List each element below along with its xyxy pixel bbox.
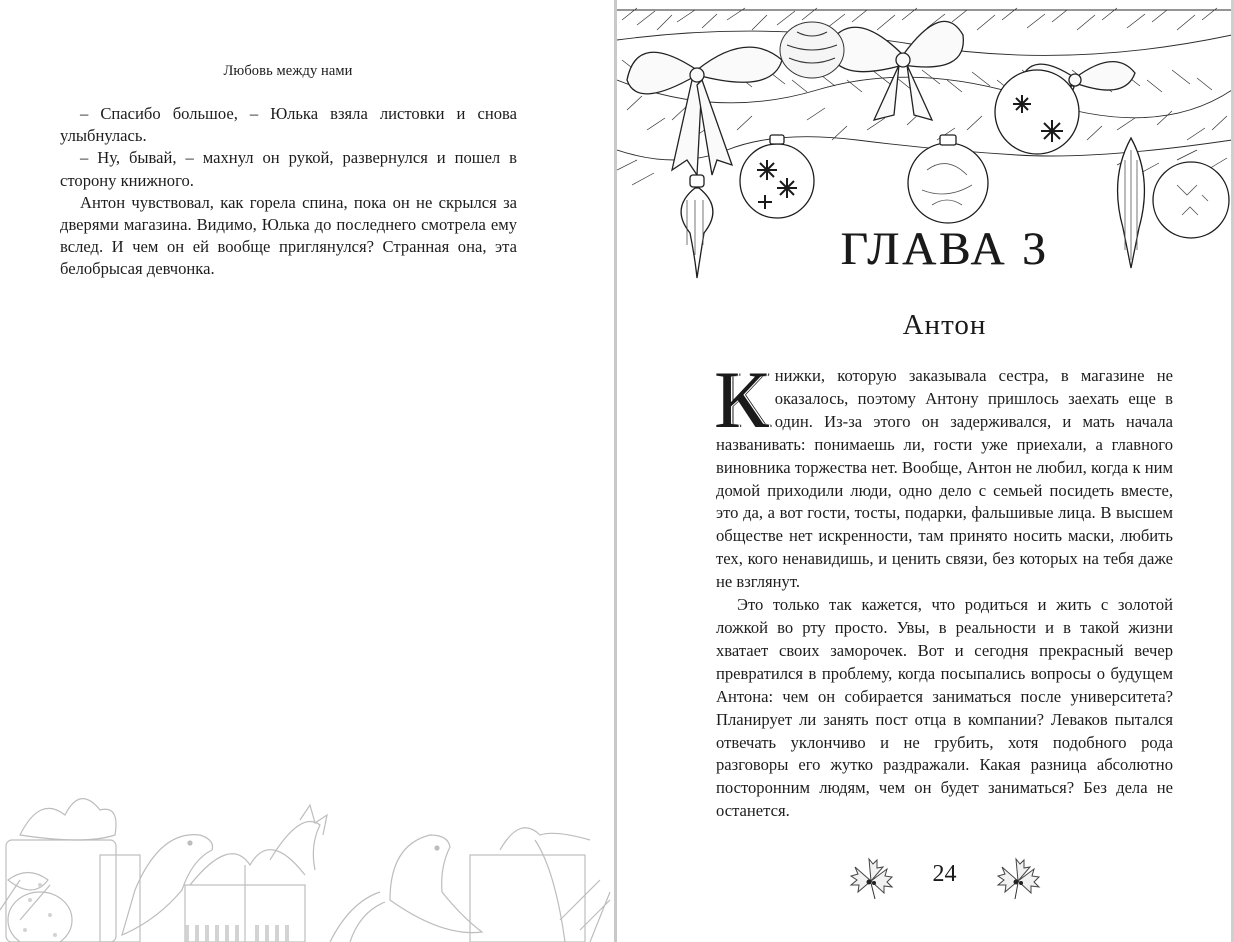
christmas-gifts-birds-illustration bbox=[0, 780, 614, 942]
left-page-body bbox=[60, 103, 517, 281]
paragraph: Это только так кажется, что родиться и жить с золотой ложкой во рту просто. Увы, в реальности и в такой жизни хватает своих заморочек. Вот и сегодня прекрасный вечер превратился в проблему, когда посыпались вопросы о будущем Антона: чем он собирается заниматься после университета? Планирует ли занять пост отца в компании? Леваков пытался отвечать уклончиво и не грубить, хотя подобного рода разговоры его жутко раздражали. Какая разница абсолютно посторонним людям, чем он будет заниматься? Без дела не останется. bbox=[716, 595, 1173, 821]
page-number-row bbox=[847, 855, 1042, 901]
right-page bbox=[617, 0, 1232, 942]
chapter-title: ГЛАВА 3 bbox=[840, 223, 1049, 275]
chapter-subtitle: Антон bbox=[902, 309, 987, 341]
left-page bbox=[0, 0, 614, 942]
paragraph bbox=[714, 354, 1173, 594]
running-head: Любовь между нами bbox=[223, 63, 353, 79]
paragraph: – Спасибо большое, – Юлька взяла листовки и снова улыбнулась. bbox=[60, 104, 517, 146]
drop-cap: К bbox=[714, 354, 769, 445]
paragraph: – Ну, бывай, – махнул он рукой, развернулся и пошел в сторону книжного. bbox=[60, 148, 517, 190]
page-number: 24 bbox=[932, 861, 957, 887]
holly-leaf-icon bbox=[994, 855, 1042, 901]
paragraph: Антон чувствовал, как горела спина, пока он не скрылся за дверями магазина. Видимо, Юлька до последнего смотрела ему вслед. И чем он ей вообще приглянулся? Странная она, эта белобрысая девчонка. bbox=[60, 192, 517, 279]
right-page-body bbox=[714, 354, 1173, 823]
holly-leaf-icon bbox=[847, 855, 895, 901]
paragraph-text: нижки, которую заказывала сестра, в магазине не оказалось, поэтому Антону пришлось заехать еще в один. Из-за этого он задерживался, и мать начала названивать: понимаешь ли, гости уже приехали, а главного виновника торжества нет. Вообще, Антон не любил, когда к ним домой приходили люди, одно дело с семьей посидеть вместе, это да, а вот гости, тосты, подарки, фальшивые лица. В высшем обществе нет искренности, там принято носить маски, любить тех, кого ненавидишь, и ценить связи, без которых на тебя даже не взглянут. bbox=[716, 366, 1173, 592]
